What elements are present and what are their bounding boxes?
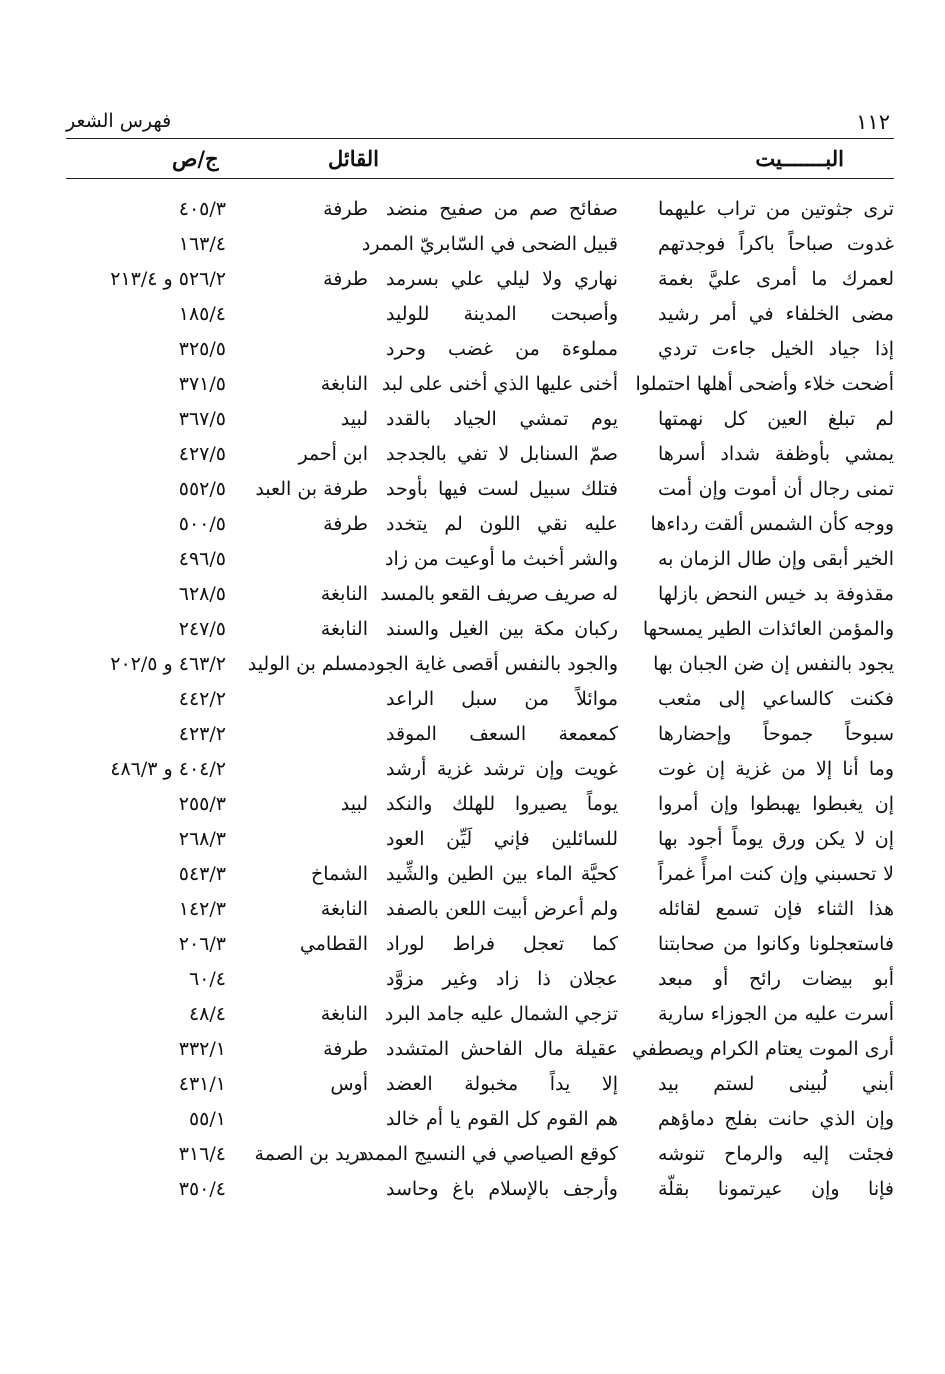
index-row: [66, 1137, 894, 1172]
index-row: [66, 262, 894, 297]
volume-page-reference: ٤٠٥/٣: [178, 198, 226, 220]
verse-first-hemistich: أسرت عليه من الجوزاء سارية: [658, 1003, 894, 1025]
index-row: [66, 402, 894, 437]
poet-name: النابغة: [320, 1003, 368, 1025]
verse-first-hemistich: لم تبلغ العين كل نهمتها: [658, 408, 894, 430]
verse-second-hemistich: كوقع الصياصي في النسيج الممدد: [356, 1143, 618, 1165]
poet-name: طرفة: [323, 198, 368, 220]
verse-first-hemistich: أبو بيضات رائح أو مبعد: [658, 968, 894, 990]
verse-first-hemistich: هذا الثناء فإن تسمع لقائله: [658, 898, 894, 920]
poetry-index-list: [66, 192, 894, 1207]
index-row: [66, 647, 894, 682]
volume-page-reference: ٣٢٥/٥: [178, 338, 226, 360]
poet-name: طرفة: [323, 513, 368, 535]
index-row: [66, 612, 894, 647]
verse-second-hemistich: يوم تمشي الجياد بالقدد: [386, 408, 618, 430]
verse-first-hemistich: أضحت خلاء وأضحى أهلها احتملوا: [635, 373, 894, 395]
verse-second-hemistich: والشر أخبث ما أوعيت من زاد: [385, 548, 618, 570]
volume-page-reference: ٥٥٢/٥: [178, 478, 226, 500]
column-header-poet: القائل: [328, 146, 380, 171]
verse-first-hemistich: أبني لُبينى لستم بيد: [658, 1073, 894, 1095]
index-row: [66, 507, 894, 542]
verse-first-hemistich: مقذوفة بد خيس النحض بازلها: [658, 583, 894, 605]
verse-second-hemistich: له صريف صريف القعو بالمسد: [380, 583, 618, 605]
verse-first-hemistich: يمشي بأوظفة شداد أسرها: [658, 443, 894, 465]
index-row: [66, 577, 894, 612]
verse-first-hemistich: والمؤمن العائذات الطير يمسحها: [642, 618, 894, 640]
volume-page-reference: ٤٣١/١: [178, 1073, 226, 1095]
poet-name: ابن أحمر: [298, 443, 368, 465]
volume-page-reference: ٥٠٠/٥: [178, 513, 226, 535]
section-title: فهرس الشعر: [66, 110, 172, 132]
volume-page-reference: ٥٢٦/٢ و ٢١٣/٤: [110, 268, 226, 290]
verse-first-hemistich: أرى الموت يعتام الكرام ويصطفي: [631, 1038, 894, 1060]
volume-page-reference: ٢٦٨/٣: [178, 828, 226, 850]
volume-page-reference: ٢٤٧/٥: [178, 618, 226, 640]
verse-first-hemistich: لعمرك ما أمرى عليَّ بغمة: [658, 268, 894, 290]
verse-second-hemistich: تزجي الشمال عليه جامد البرد: [384, 1003, 618, 1025]
volume-page-reference: ٣٧١/٥: [178, 373, 226, 395]
index-row: [66, 332, 894, 367]
index-row: [66, 367, 894, 402]
verse-second-hemistich: يوماً يصيروا للهلك والنكد: [386, 793, 618, 815]
verse-second-hemistich: كمعمعة السعف الموقد: [386, 723, 618, 745]
verse-first-hemistich: ووجه كأن الشمس ألقت رداءها: [650, 513, 894, 535]
verse-first-hemistich: الخير أبقى وإن طال الزمان به: [658, 548, 894, 570]
verse-second-hemistich: فتلك سبيل لست فيها بأوحد: [386, 478, 618, 500]
index-row: [66, 227, 894, 262]
volume-page-reference: ٢٠٦/٣: [178, 933, 226, 955]
volume-page-reference: ٤٩٦/٥: [178, 548, 226, 570]
verse-second-hemistich: عقيلة مال الفاحش المتشدد: [386, 1038, 618, 1060]
verse-first-hemistich: ترى جثوتين من تراب عليهما: [658, 198, 894, 220]
verse-first-hemistich: مضى الخلفاء في أمر رشيد: [658, 303, 894, 325]
index-row: [66, 542, 894, 577]
verse-second-hemistich: مملوءة من غضب وحرد: [386, 338, 618, 360]
index-row: [66, 822, 894, 857]
poet-name: النابغة: [320, 898, 368, 920]
index-row: [66, 1102, 894, 1137]
volume-page-reference: ٢٥٥/٣: [178, 793, 226, 815]
page-number: ١١٢: [856, 110, 890, 134]
verse-second-hemistich: إلا يداً مخبولة العضد: [386, 1073, 618, 1095]
index-row: [66, 437, 894, 472]
verse-first-hemistich: فإنا وإن عيرتمونا بقلّة: [658, 1178, 894, 1200]
verse-second-hemistich: غويت وإن ترشد غزية أرشد: [386, 758, 618, 780]
volume-page-reference: ٦٢٨/٥: [178, 583, 226, 605]
verse-first-hemistich: فكنت كالساعي إلى مثعب: [658, 688, 894, 710]
verse-first-hemistich: إن يغبطوا يهبطوا وإن أمروا: [658, 793, 894, 815]
index-row: [66, 297, 894, 332]
volume-page-reference: ٣١٦/٤: [178, 1143, 226, 1165]
verse-second-hemistich: للسائلين فإني لَيِّن العود: [386, 828, 618, 850]
verse-first-hemistich: تمنى رجال أن أموت وإن أمت: [658, 478, 894, 500]
index-row: [66, 962, 894, 997]
verse-first-hemistich: يجود بالنفس إن ضن الجبان بها: [653, 653, 894, 675]
poet-name: الشماخ: [310, 863, 368, 885]
verse-second-hemistich: وأرجف بالإسلام باغ وحاسد: [386, 1178, 618, 1200]
volume-page-reference: ٤٠٤/٢ و ٤٨٦/٣: [110, 758, 226, 780]
running-head: [66, 108, 894, 139]
column-header-reference: ج/ص: [172, 146, 219, 171]
verse-second-hemistich: ركبان مكة بين الغيل والسند: [386, 618, 618, 640]
verse-first-hemistich: إذا جياد الخيل جاءت تردي: [658, 338, 894, 360]
volume-page-reference: ٤٢٣/٢: [178, 723, 226, 745]
volume-page-reference: ٣٥٠/٤: [178, 1178, 226, 1200]
volume-page-reference: ٤٤٢/٢: [178, 688, 226, 710]
index-row: [66, 927, 894, 962]
verse-second-hemistich: والجود بالنفس أقصى غاية الجود: [367, 653, 618, 675]
verse-second-hemistich: عليه نقي اللون لم يتخدد: [386, 513, 618, 535]
verse-first-hemistich: سبوحاً جموحاً وإحضارها: [658, 723, 894, 745]
verse-first-hemistich: لا تحسبني وإن كنت امرأً غمراً: [658, 863, 894, 885]
poet-name: مسلم بن الوليد: [247, 653, 368, 675]
verse-first-hemistich: وما أنا إلا من غزية إن غوت: [658, 758, 894, 780]
index-row: [66, 787, 894, 822]
index-row: [66, 472, 894, 507]
volume-page-reference: ٦٠/٤: [188, 968, 226, 990]
verse-second-hemistich: كحيَّة الماء بين الطين والشِّيد: [386, 863, 618, 885]
poet-name: النابغة: [320, 373, 368, 395]
index-row: [66, 1032, 894, 1067]
poet-name: طرفة: [323, 268, 368, 290]
volume-page-reference: ٥٥/١: [188, 1108, 226, 1130]
volume-page-reference: ١٨٥/٤: [178, 303, 226, 325]
verse-first-hemistich: وإن الذي حانت بفلج دماؤهم: [658, 1108, 894, 1130]
verse-second-hemistich: وأصبحت المدينة للوليد: [386, 303, 618, 325]
poet-name: النابغة: [320, 583, 368, 605]
verse-second-hemistich: هم القوم كل القوم يا أم خالد: [386, 1108, 618, 1130]
volume-page-reference: ٤٨/٤: [188, 1003, 226, 1025]
verse-second-hemistich: نهاري ولا ليلي علي بسرمد: [386, 268, 618, 290]
poet-name: القطامي: [299, 933, 368, 955]
verse-first-hemistich: إن لا يكن ورق يوماً أجود بها: [658, 828, 894, 850]
index-row: [66, 752, 894, 787]
poet-name: النابغة: [320, 618, 368, 640]
verse-second-hemistich: ولم أعرض أبيت اللعن بالصفد: [386, 898, 618, 920]
verse-second-hemistich: قبيل الضحى في السّابريّ الممرد: [361, 233, 618, 255]
volume-page-reference: ٣٣٢/١: [178, 1038, 226, 1060]
verse-second-hemistich: صفائح صم من صفيح منضد: [386, 198, 618, 220]
index-row: [66, 682, 894, 717]
volume-page-reference: ١٤٢/٣: [178, 898, 226, 920]
verse-second-hemistich: كما تعجل فراط لوراد: [386, 933, 618, 955]
volume-page-reference: ٤٦٣/٢ و ٢٠٢/٥: [110, 653, 226, 675]
verse-first-hemistich: فجئت إليه والرماح تنوشه: [658, 1143, 894, 1165]
index-row: [66, 717, 894, 752]
index-row: [66, 1172, 894, 1207]
verse-second-hemistich: أخنى عليها الذي أخنى على لبد: [381, 373, 618, 395]
volume-page-reference: ١٦٣/٤: [178, 233, 226, 255]
poet-name: أوس: [330, 1073, 368, 1095]
volume-page-reference: ٥٤٣/٣: [178, 863, 226, 885]
poet-name: دريد بن الصمة: [254, 1143, 368, 1165]
poet-name: طرفة: [323, 1038, 368, 1060]
index-row: [66, 1067, 894, 1102]
volume-page-reference: ٣٦٧/٥: [178, 408, 226, 430]
column-header-verse: البـــــــيت: [755, 146, 844, 171]
index-row: [66, 997, 894, 1032]
index-row: [66, 192, 894, 227]
verse-second-hemistich: صمّ السنابل لا تفي بالجدجد: [386, 443, 618, 465]
volume-page-reference: ٤٢٧/٥: [178, 443, 226, 465]
poet-name: طرفة بن العبد: [255, 478, 368, 500]
verse-second-hemistich: موائلاً من سبل الراعد: [386, 688, 618, 710]
poet-name: لبيد: [340, 408, 368, 430]
column-headers: [66, 142, 894, 179]
verse-second-hemistich: عجلان ذا زاد وغير مزوَّد: [386, 968, 618, 990]
poet-name: لبيد: [340, 793, 368, 815]
verse-first-hemistich: غدوت صباحاً باكراً فوجدتهم: [658, 233, 894, 255]
index-row: [66, 857, 894, 892]
verse-first-hemistich: فاستعجلونا وكانوا من صحابتنا: [658, 933, 894, 955]
index-row: [66, 892, 894, 927]
